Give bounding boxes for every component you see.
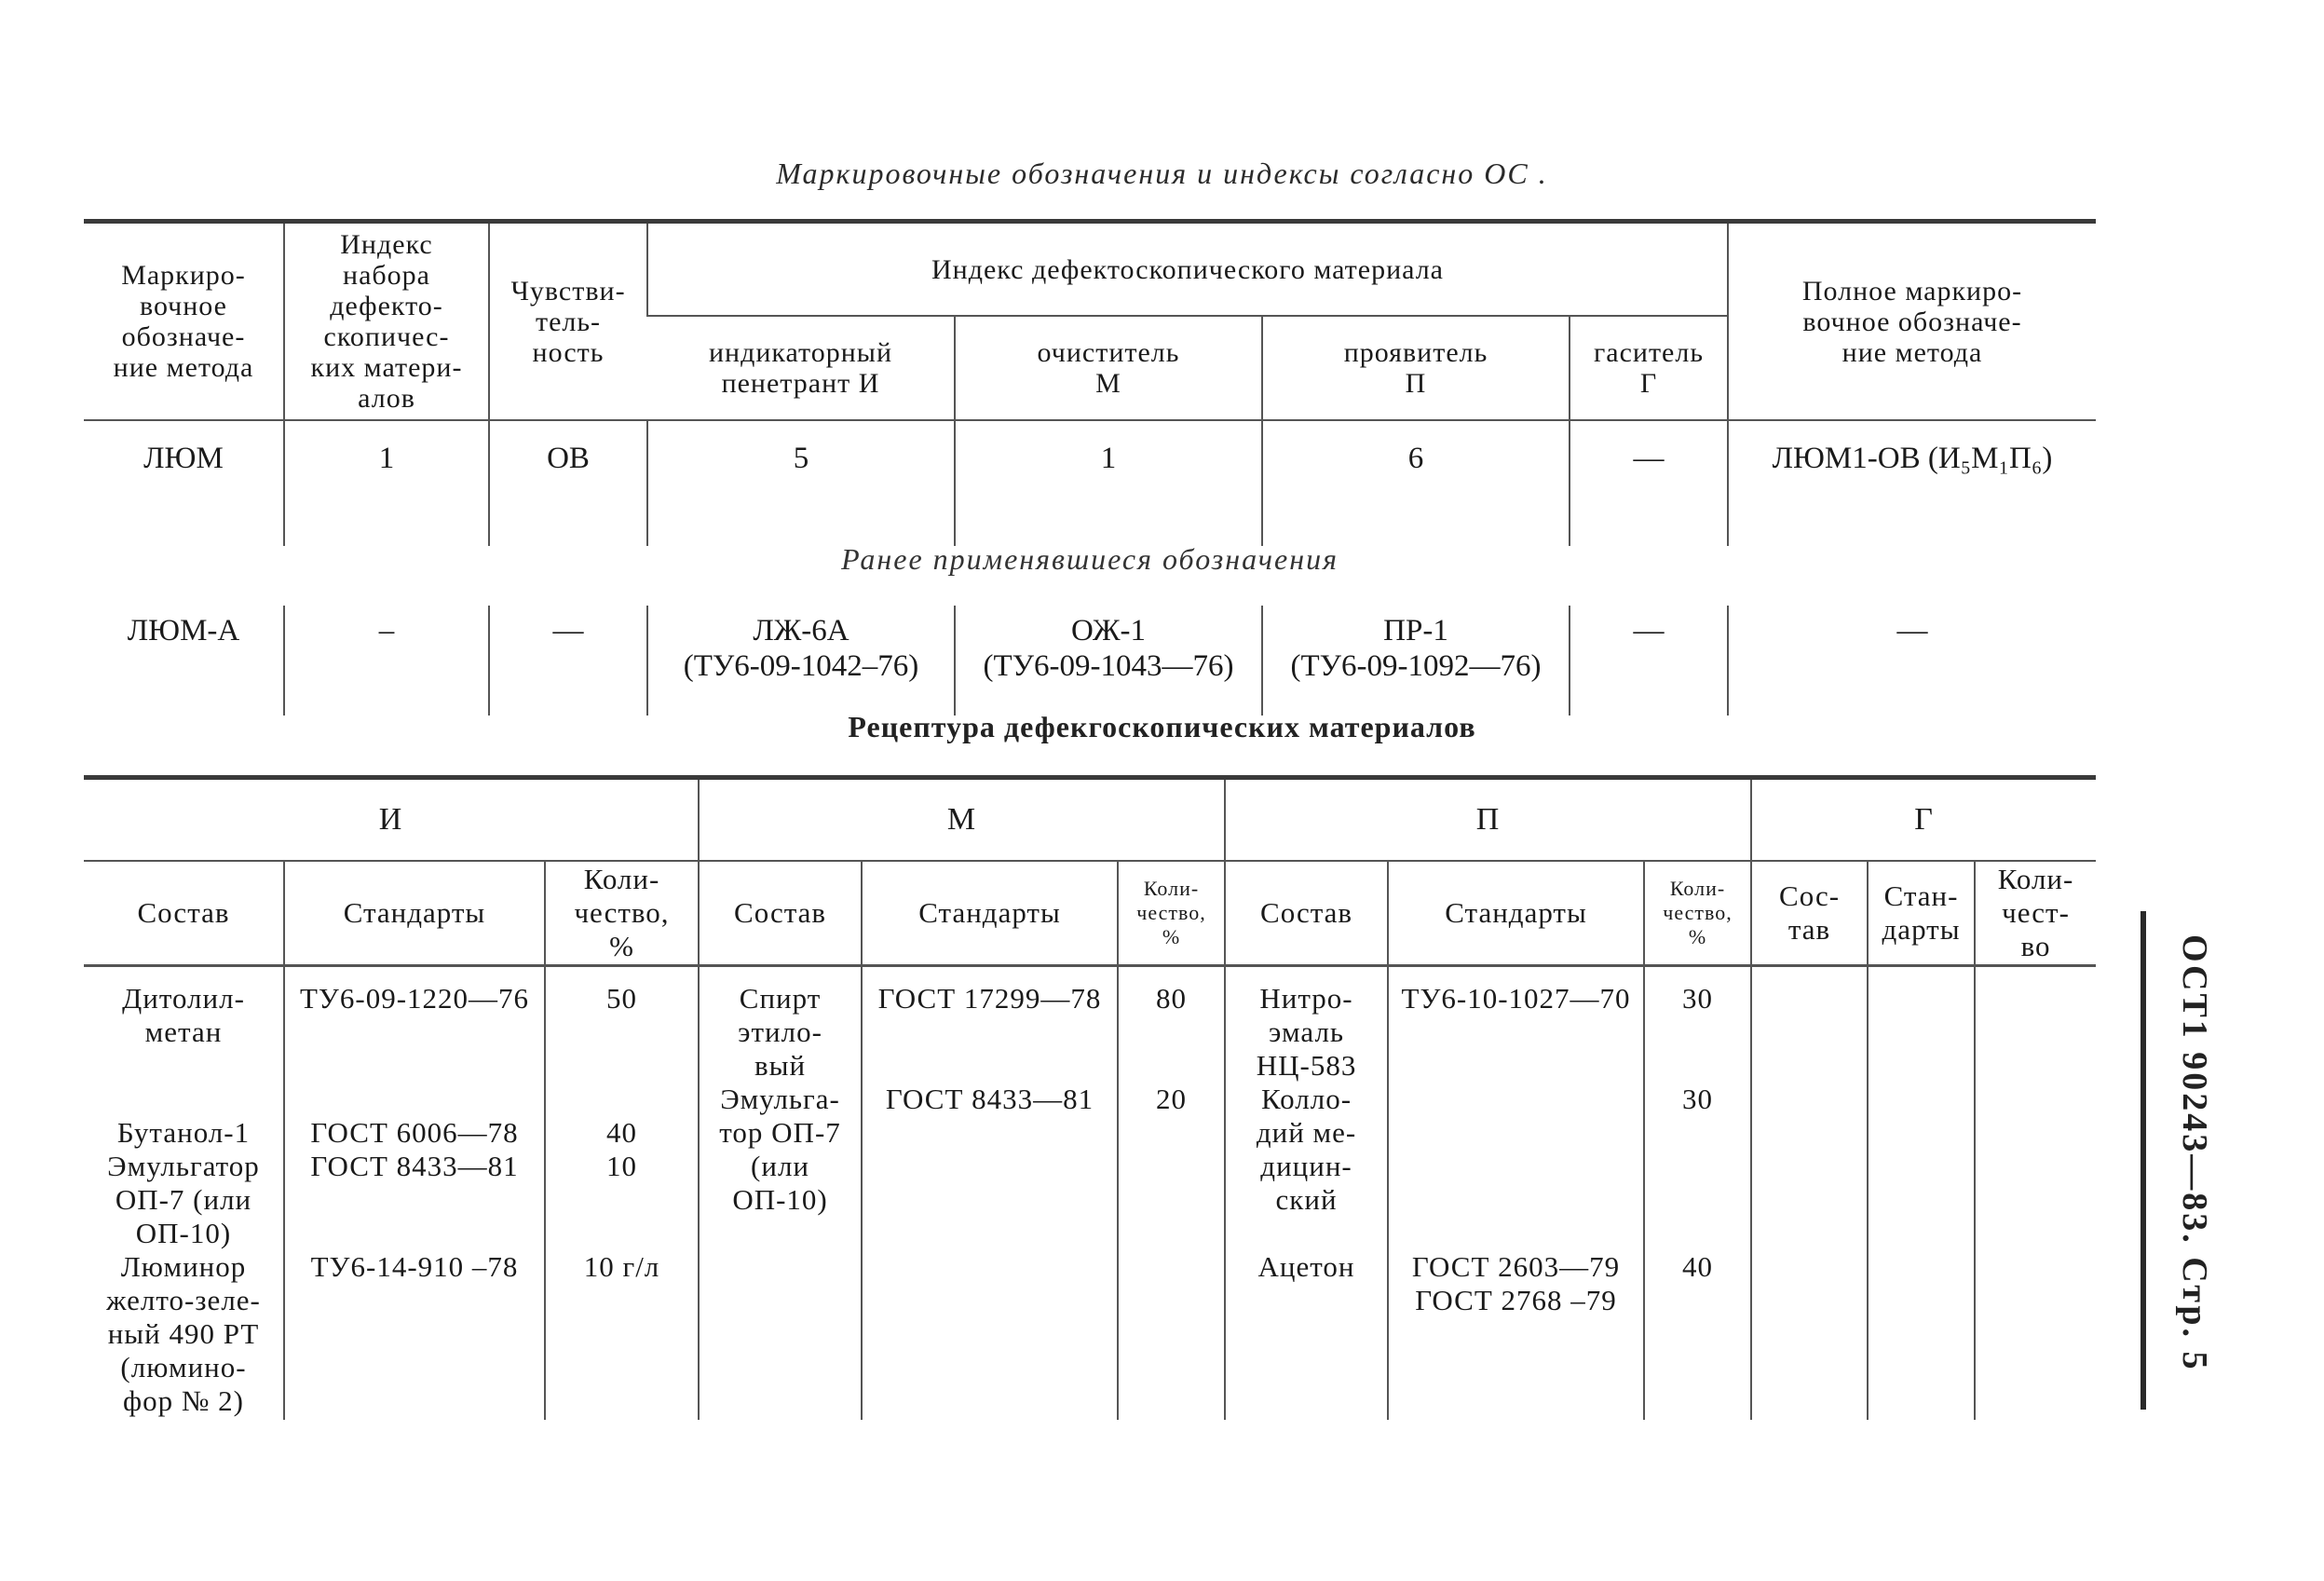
cell-cleaner: 1 xyxy=(955,420,1262,546)
header-developer: проявитель П xyxy=(1262,316,1570,420)
cell-sensitivity: — xyxy=(489,606,647,716)
cell-kit: 1 xyxy=(284,420,489,546)
table-row xyxy=(84,966,2096,1421)
group-I: И xyxy=(84,778,699,862)
cell-quencher: — xyxy=(1570,420,1728,546)
cell-quencher: — xyxy=(1570,606,1728,716)
cell-full-mark: ЛЮМ1-ОВ (И₅М₁П₆) xyxy=(1728,420,2096,546)
cell-P-composition: Нитро- эмаль НЦ-583 Колло- дий ме- дицин- ский Ацетон xyxy=(1225,966,1388,1421)
header-sensitivity: Чувстви- тель- ность xyxy=(489,222,647,421)
cell-sensitivity: ОВ xyxy=(489,420,647,546)
header-composition: Состав xyxy=(699,861,862,966)
header-quencher: гаситель Г xyxy=(1570,316,1728,420)
cell-full-mark: — xyxy=(1728,606,2096,716)
earlier-caption: Ранее применявшиеся обозначения xyxy=(841,542,1339,576)
cell-P-standards: ТУ6-10-1027—70 ГОСТ 2603—79 ГОСТ 2768 –79 xyxy=(1388,966,1644,1421)
header-standards: Стандарты xyxy=(862,861,1118,966)
header-composition: Состав xyxy=(1225,861,1388,966)
stamp-rule xyxy=(2141,911,2146,1410)
table1-title: Маркировочные обозначения и индексы согласно ОС . xyxy=(776,157,1548,190)
cell-penetrant: ЛЖ-6А (ТУ6-09-1042–76) xyxy=(647,606,955,716)
cell-developer: 6 xyxy=(1262,420,1570,546)
table-row xyxy=(84,606,2096,716)
header-quantity: Коли- чество, % xyxy=(1118,861,1225,966)
table2-title: Рецептура дефекгоскопических материалов xyxy=(848,710,1476,743)
header-full-mark: Полное маркиро- вочное обозначе- ние метода xyxy=(1728,222,2096,421)
cell-M-composition: Спирт этило- вый Эмульга- тор ОП-7 (или ОП-10) xyxy=(699,966,862,1421)
group-P: П xyxy=(1225,778,1751,862)
cell-method: ЛЮМ-А xyxy=(127,614,240,647)
cell-M-quantity: 80 20 xyxy=(1118,966,1225,1421)
header-method-mark: Маркиро- вочное обозначе- ние метода xyxy=(84,222,284,421)
header-composition: Сос- тав xyxy=(1751,861,1868,966)
header-quantity: Коли- чест- во xyxy=(1975,861,2096,966)
header-quantity: Коли- чество, % xyxy=(1644,861,1751,966)
cell-method: ЛЮМ xyxy=(143,442,224,475)
page-stamp: ОСТ1 90243—83. Стр. 5 xyxy=(2175,934,2214,1372)
recipe-table xyxy=(84,775,2096,1420)
cell-G-composition xyxy=(1751,966,1868,1421)
header-standards: Стандарты xyxy=(1388,861,1644,966)
header-kit-index: Индекс набора дефекто- скопичес- ких матери- алов xyxy=(284,222,489,421)
cell-G-standards xyxy=(1868,966,1975,1421)
header-composition: Состав xyxy=(84,861,284,966)
group-G: Г xyxy=(1751,778,2096,862)
cell-kit: – xyxy=(284,606,489,716)
cell-I-composition: Дитолил- метан Бутанол-1 Эмульгатор ОП-7 (или ОП-10) Люминор желто-зеле- ный 490 РТ (люмино- фор № 2) xyxy=(106,982,261,1417)
cell-I-standards: ТУ6-09-1220—76 ГОСТ 6006—78 ГОСТ 8433—81 ТУ6-14-910 –78 xyxy=(284,966,545,1421)
cell-cleaner: ОЖ-1 (ТУ6-09-1043—76) xyxy=(955,606,1262,716)
cell-P-quantity: 30 30 40 xyxy=(1644,966,1751,1421)
marking-table xyxy=(84,219,2096,716)
header-penetrant: индикаторный пенетрант И xyxy=(647,316,955,420)
header-quantity: Коли- чество, % xyxy=(545,861,699,966)
cell-penetrant: 5 xyxy=(647,420,955,546)
header-material-index: Индекс дефектоскопического материала xyxy=(647,222,1728,317)
cell-G-quantity xyxy=(1975,966,2096,1421)
header-standards: Стандарты xyxy=(284,861,545,966)
header-standards: Стан- дарты xyxy=(1868,861,1975,966)
group-M: М xyxy=(699,778,1225,862)
cell-I-quantity: 50 40 10 10 г/л xyxy=(545,966,699,1421)
table-row xyxy=(84,420,2096,546)
cell-developer: ПР-1 (ТУ6-09-1092—76) xyxy=(1262,606,1570,716)
header-cleaner: очиститель М xyxy=(955,316,1262,420)
cell-M-standards: ГОСТ 17299—78 ГОСТ 8433—81 xyxy=(862,966,1118,1421)
